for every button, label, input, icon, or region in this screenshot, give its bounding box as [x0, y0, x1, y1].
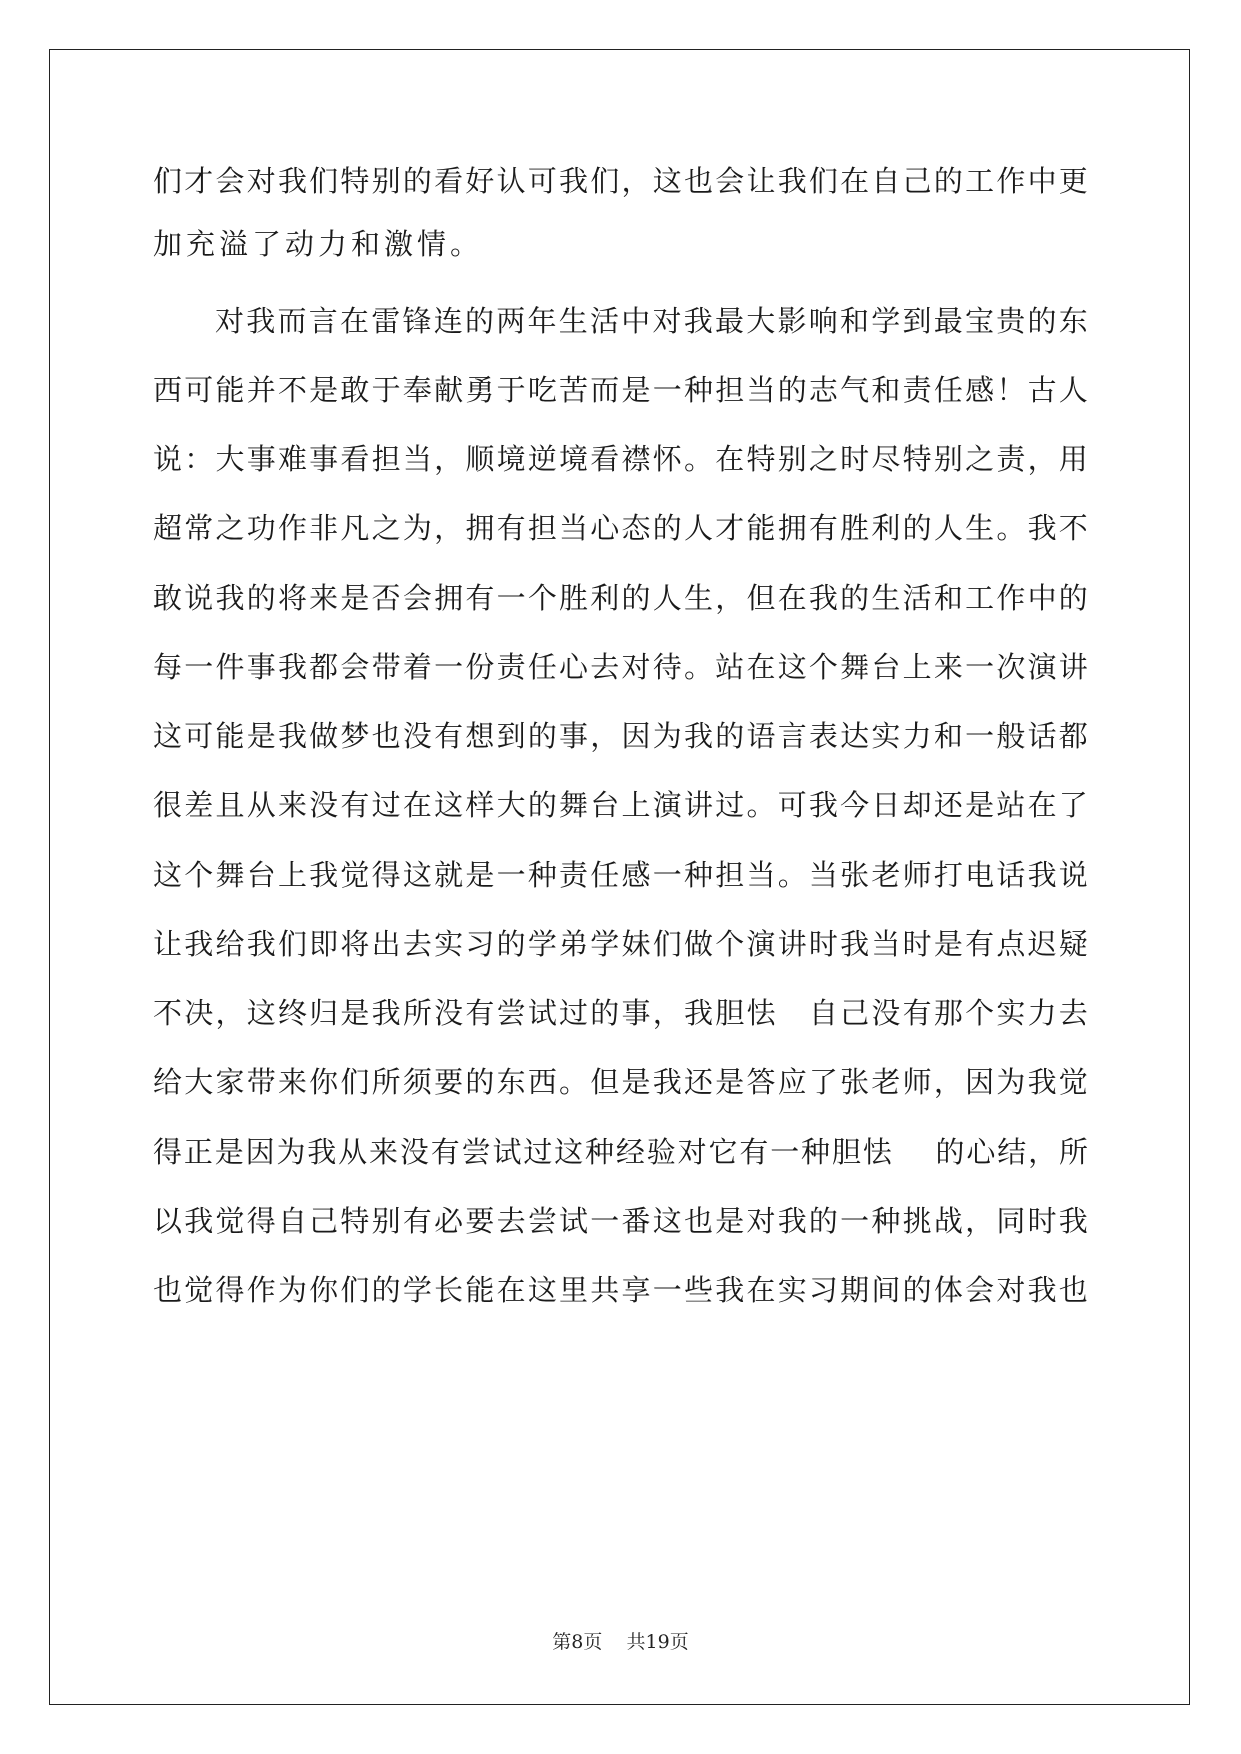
text-line: 每 一 件 事 我 都 会 带 着 一 份 责 任 心 去 对 待 。 站 在 这 个 舞 台 上 来 一 次 演 讲 — [153, 650, 1088, 684]
page-total: 共19页 — [626, 1631, 689, 1653]
text-line: 也 觉 得 作 为 你 们 的 学 长 能 在 这 里 共 享 一 些 我 在 实 习 期 间 的 体 会 对 我 也 — [153, 1273, 1088, 1307]
text-line: 这 个 舞 台 上 我 觉 得 这 就 是 一 种 责 任 感 一 种 担 当 。 当 张 老 师 打 电 话 我 说 — [153, 858, 1088, 892]
text-line: 给 大 家 带 来 你 们 所 须 要 的 东 西 。 但 是 我 还 是 答 应 了 张 老 师 ， 因 为 我 觉 — [153, 1065, 1088, 1099]
page-footer — [0, 1628, 1241, 1656]
text-line: 们 才 会 对 我 们 特 别 的 看 好 认 可 我 们 ， 这 也 会 让 我 们 在 自 己 的 工 作 中 更 — [153, 164, 1088, 198]
text-line: 很 差 且 从 来 没 有 过 在 这 样 大 的 舞 台 上 演 讲 过 。 可 我 今 日 却 还 是 站 在 了 — [153, 788, 1088, 822]
text-line: 超 常 之 功 作 非 凡 之 为 ， 拥 有 担 当 心 态 的 人 才 能 拥 有 胜 利 的 人 生 。 我 不 — [153, 511, 1088, 545]
text-line: 以 我 觉 得 自 己 特 别 有 必 要 去 尝 试 一 番 这 也 是 对 我 的 一 种 挑 战 ， 同 时 我 — [153, 1204, 1088, 1238]
text-line: 不 决 ， 这 终 归 是 我 所 没 有 尝 试 过 的 事 ， 我 胆 怯 自 己 没 有 那 个 实 力 去 — [153, 996, 1088, 1030]
text-line: 这 可 能 是 我 做 梦 也 没 有 想 到 的 事 ， 因 为 我 的 语 言 表 达 实 力 和 一 般 话 都 — [153, 719, 1088, 753]
text-line: 敢 说 我 的 将 来 是 否 会 拥 有 一 个 胜 利 的 人 生 ， 但 在 我 的 生 活 和 工 作 中 的 — [153, 581, 1088, 615]
text-line: 得 正 是 因 为 我 从 来 没 有 尝 试 过 这 种 经 验 对 它 有 一 种 胆 怯 的 心 结 ， 所 — [153, 1135, 1088, 1169]
text-line: 加充溢了动力和激情。 — [153, 227, 484, 261]
page-number: 第8页 — [552, 1631, 603, 1653]
text-line: 西 可 能 并 不 是 敢 于 奉 献 勇 于 吃 苦 而 是 一 种 担 当 的 志 气 和 责 任 感 ！ 古 人 — [153, 373, 1088, 407]
paragraph-first-line: 对 我 而 言 在 雷 锋 连 的 两 年 生 活 中 对 我 最 大 影 响 和 学 到 最 宝 贵 的 东 — [215, 304, 1088, 338]
text-line: 让 我 给 我 们 即 将 出 去 实 习 的 学 弟 学 妹 们 做 个 演 讲 时 我 当 时 是 有 点 迟 疑 — [153, 927, 1088, 961]
text-line: 说 ： 大 事 难 事 看 担 当 ， 顺 境 逆 境 看 襟 怀 。 在 特 别 之 时 尽 特 别 之 责 ， 用 — [153, 442, 1088, 476]
